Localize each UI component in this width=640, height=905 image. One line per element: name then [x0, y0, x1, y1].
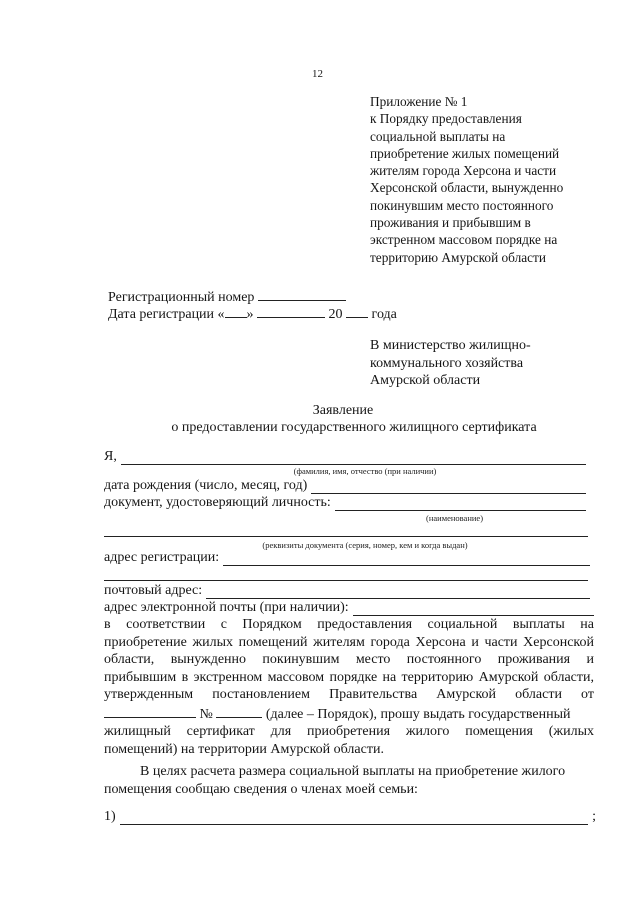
- registration-number-label: Регистрационный номер: [108, 290, 255, 305]
- annex-line: экстренном массовом порядке на: [370, 232, 558, 248]
- identity-document-label: документ, удостоверяющий личность:: [104, 495, 331, 510]
- body-line: прибывшим в экстренном массовом порядке на территорию Амурской области,: [104, 669, 594, 685]
- resolution-number-field[interactable]: [216, 704, 262, 718]
- family-line: В целях расчета размера социальной выплаты на приобретение жилого: [140, 764, 566, 779]
- registration-address-field[interactable]: [223, 552, 590, 566]
- addressee-line: Амурской области: [370, 373, 481, 388]
- applicant-name-label: Я,: [104, 449, 117, 464]
- body-line: приобретение жилых помещений жителям города Херсона и части Херсонской: [104, 634, 594, 650]
- email-row: [104, 599, 594, 616]
- identity-document-field[interactable]: [335, 497, 586, 511]
- registration-year-suffix: года: [371, 307, 397, 322]
- registration-number-field[interactable]: [258, 287, 346, 301]
- registration-date-row: [108, 304, 397, 323]
- annex-block: [370, 93, 610, 266]
- document-subtitle: о предоставлении государственного жилищного сертификата: [171, 420, 537, 435]
- annex-line: Приложение № 1: [370, 94, 468, 109]
- annex-line: жителям города Херсона и части: [370, 163, 557, 179]
- identity-document-details-caption: (реквизиты документа (серия, номер, кем и когда выдан): [262, 540, 468, 550]
- registration-day-field[interactable]: [225, 304, 247, 318]
- family-member-number: 1): [104, 809, 116, 824]
- applicant-name-row: [104, 448, 586, 465]
- identity-document-row: [104, 494, 586, 511]
- applicant-name-field[interactable]: [121, 451, 586, 465]
- birth-date-field[interactable]: [311, 480, 586, 494]
- family-member-end: ;: [592, 809, 596, 824]
- annex-line: к Порядку предоставления: [370, 111, 522, 127]
- registration-date-mid: »: [246, 307, 254, 322]
- email-field[interactable]: [353, 602, 594, 616]
- registration-address-extra-line[interactable]: [104, 580, 588, 581]
- registration-month-field[interactable]: [257, 304, 325, 318]
- body-line: жилищный сертификат для приобретения жилого помещения (жилых: [104, 724, 594, 739]
- body-line: утвержденным постановлением Правительства Амурской области от: [104, 687, 594, 702]
- addressee-block: [370, 337, 610, 390]
- body-paragraph: [104, 616, 594, 758]
- identity-document-caption: (наименование): [426, 513, 484, 523]
- addressee-line: В министерство жилищно-: [370, 338, 531, 353]
- annex-line: приобретение жилых помещений: [370, 145, 560, 161]
- applicant-name-caption: (фамилия, имя, отчество (при наличии): [293, 466, 437, 476]
- registration-year-prefix: 20: [328, 307, 343, 322]
- resolution-rest: (далее – Порядок), прошу выдать государственный: [265, 706, 571, 722]
- annex-line: покинувшим место постоянного: [370, 197, 554, 213]
- family-paragraph: [104, 763, 594, 798]
- resolution-date-field[interactable]: [104, 704, 196, 718]
- family-member-row: [104, 808, 596, 825]
- addressee-line: коммунального хозяйства: [370, 355, 524, 371]
- birth-date-label: дата рождения (число, месяц, год): [104, 478, 308, 493]
- annex-line: проживания и прибывшим в: [370, 215, 531, 231]
- page-number: 12: [312, 68, 323, 80]
- postal-address-row: [104, 582, 590, 599]
- body-line: в соответствии с Порядком предоставления социальной выплаты на: [104, 617, 594, 632]
- birth-date-row: [104, 477, 586, 494]
- registration-year-field[interactable]: [346, 304, 368, 318]
- registration-address-label: адрес регистрации:: [104, 550, 220, 565]
- annex-line: Херсонской области, вынужденно: [370, 180, 564, 196]
- registration-address-row: [104, 549, 590, 566]
- body-line-resolution: [104, 704, 594, 724]
- email-label: адрес электронной почты (при наличии):: [104, 600, 349, 615]
- document-title: Заявление: [312, 403, 374, 418]
- postal-address-field[interactable]: [206, 585, 590, 599]
- annex-line: территорию Амурской области: [370, 249, 546, 265]
- family-member-field[interactable]: [120, 811, 588, 825]
- body-line: области, вынужденно покинувшим место постоянного проживания и: [104, 652, 594, 667]
- identity-document-details-field[interactable]: [104, 536, 588, 537]
- postal-address-label: почтовый адрес:: [104, 583, 203, 598]
- family-line: помещения сообщаю сведения о членах моей семьи:: [104, 781, 418, 797]
- annex-line: социальной выплаты на: [370, 128, 506, 144]
- resolution-number-label: №: [199, 706, 213, 722]
- registration-date-label: Дата регистрации «: [108, 307, 225, 322]
- body-line: помещений) на территории Амурской области.: [104, 741, 384, 757]
